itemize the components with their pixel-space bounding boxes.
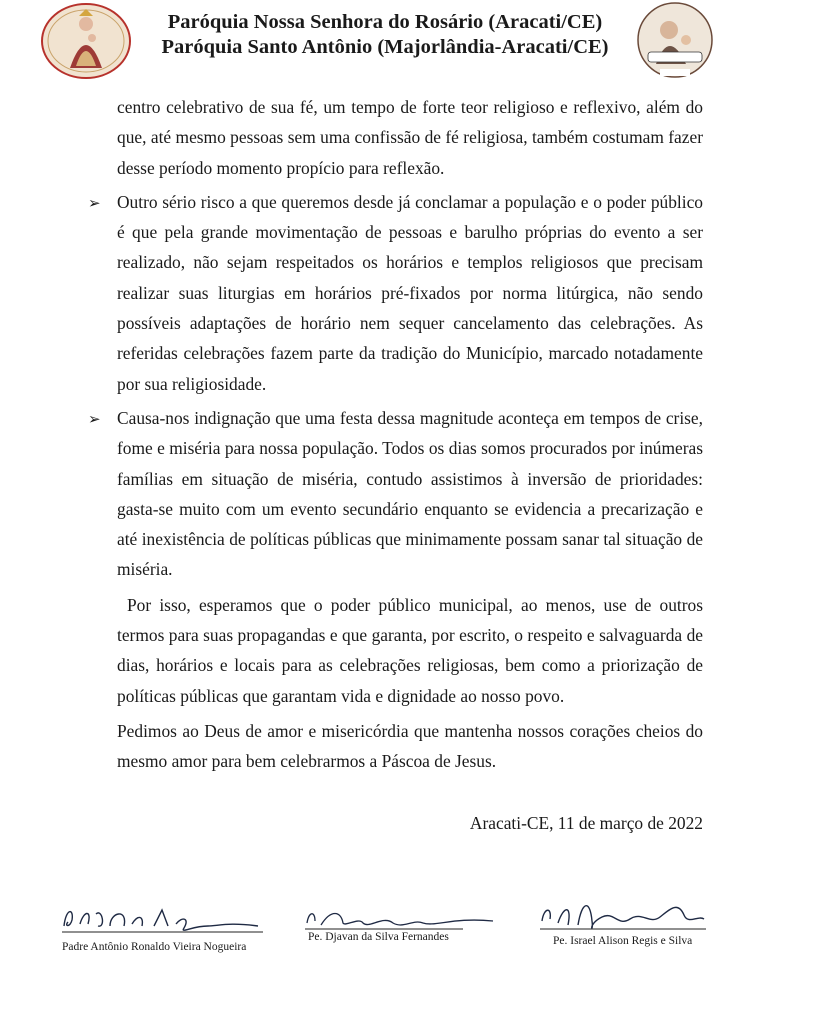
bullet-text: Outro sério risco a que queremos desde já conclamar a população e o poder público é que pela grande movimentação de pessoas e barulho próprias do evento a ser realizado, não sejam respeitados os horários e templos religiosos que precisam realizar suas liturgias em horários pré-fixados por norma litúrgica, não sendo possíveis adaptações de horário nem sequer cancelamento das celebrações. As referidas celebrações fazem parte da tradição do Município, marcado notadamente por sua religiosidade. [117,191,703,394]
bullet-text: Causa-nos indignação que uma festa dessa magnitude aconteça em tempos de crise, fome e miséria para nossa população. Todos os dias somos procurados por inúmeras famílias em situação de miséria, contudo assistimos à inversão de prioridades: gasta-se muito com um evento secundário enquanto se evidencia a precarização e até inexistência de políticas públicas que minimamente possam sanar tal situação de miséria. [117,407,703,580]
parish-title-rosario: Paróquia Nossa Senhora do Rosário (Aracati/CE) [167,11,603,33]
arrow-bullet-icon: ➢ [88,193,101,212]
letter-body [88,92,703,777]
prayer-text: Pedimos ao Deus de amor e misericórdia que mantenha nossos corações cheios do mesmo amor para bem celebrarmos a Páscoa de Jesus. [117,720,703,772]
prayer-paragraph [117,716,703,777]
place-and-date: Aracati-CE, 11 de março de 2022 [469,813,703,833]
arrow-bullet-icon: ➢ [88,409,101,428]
signatory-name-1: Padre Antônio Ronaldo Vieira Nogueira [62,941,247,953]
bullet-item [88,187,703,399]
parish-title-santo-antonio: Paróquia Santo Antônio (Majorlândia-Aracati/CE) [161,36,609,58]
continuation-paragraph: centro celebrativo de sua fé, um tempo de forte teor religioso e reflexivo, além do que, até mesmo pessoas sem uma confissão de fé religiosa, também costumam fazer desse período momento propício para reflexão. [117,97,703,178]
signatory-name-3: Pe. Israel Alison Regis e Silva [553,935,693,947]
signatory-name-2: Pe. Djavan da Silva Fernandes [308,931,449,943]
signature-1 [58,900,268,936]
signature-3 [538,895,708,937]
closing-paragraph: Por isso, esperamos que o poder público municipal, ao menos, use de outros termos para suas propagandas e que garanta, por escrito, o respeito e salvaguarda de dias, horários e locais para as celebrações religiosas, bem como a priorização de políticas públicas que garantam vida e dignidade ao nosso povo. [117,594,703,706]
handwritten-signature-3 [538,895,708,937]
parish-rosario-logo [40,2,132,80]
bullet-item [88,403,703,585]
parish-santo-antonio-logo [634,2,716,82]
handwritten-signature-1 [58,900,268,936]
letterhead [0,0,819,90]
